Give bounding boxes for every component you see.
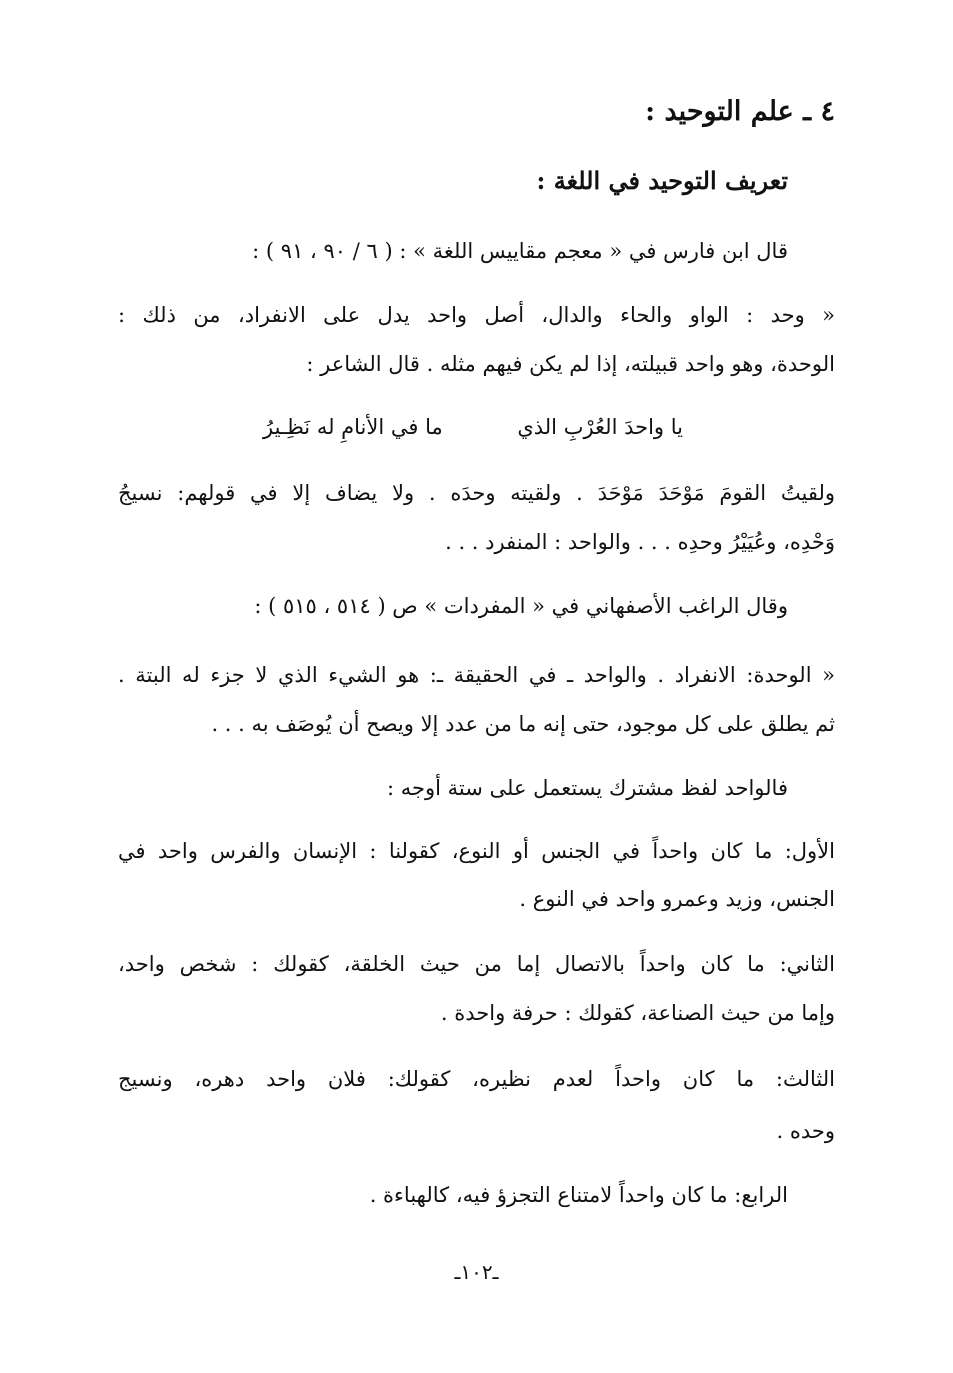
meaning-fourth: الرابع: ما كان واحداً لامتناع التجزؤ فيه، كالهباءة . [369, 1183, 788, 1207]
quote-ibn-faris-cont-line-1: ولقيتُ القومَ مَوْحَدَ مَوْحَدَ . ولقيته وحدَه . ولا يضاف إلا في قولهم: نسيجُ [118, 481, 835, 505]
quote-ibn-faris-line-1: « وحد : الواو والحاء والدال، أصل واحد يدل على الانفراد، من ذلك : [118, 303, 835, 327]
quote-ibn-faris-line-2: الوحدة، وهو واحد قبيلته، إذا لم يكن فيهم مثله . قال الشاعر : [306, 352, 835, 376]
meaning-second-line-2: وإما من حيث الصناعة، كقولك : حرفة واحدة . [440, 1001, 835, 1025]
quote-raghib-line-1: « الوحدة: الانفراد . والواحد ـ في الحقيقة ـ: هو الشيء الذي لا جزء له البتة . [118, 663, 835, 687]
meaning-third-line-2: وحده . [776, 1119, 835, 1143]
meaning-first-line-1: الأول: ما كان واحداً في الجنس أو النوع، كقولنا : الإنسان والفرس واحد في [118, 839, 835, 863]
section-subheading: تعريف التوحيد في اللغة : [536, 166, 788, 195]
six-meanings-lead: فالواحد لفظ مشترك يستعمل على ستة أوجه : [387, 776, 788, 800]
meaning-second-line-1: الثاني: ما كان واحداً بالاتصال إما من حيث الخلقة، كقولك : شخص واحد، [118, 952, 835, 976]
poetry-verse [263, 412, 683, 442]
intro-raghib: وقال الراغب الأصفهاني في « المفردات » ص ( ٥١٤ ، ٥١٥ ) : [254, 594, 788, 618]
meaning-third-line-1: الثالث: ما كان واحداً لعدم نظيره، كقولك: فلان واحد دهره، ونسيج [118, 1067, 835, 1091]
quote-raghib-line-2: ثم يطلق على كل موجود، حتى إنه ما من عدد إلا ويصح أن يُوصَف به . . . [211, 712, 835, 736]
intro-ibn-faris: قال ابن فارس في « معجم مقاييس اللغة » : ( ٦ / ٩٠ ، ٩١ ) : [252, 239, 788, 263]
quote-ibn-faris-cont-line-2: وَحْدِه، وعُيَيْرُ وحدِه . . . والواحد : المنفرد . . . [445, 530, 835, 554]
verse-second-hemistich: ما في الأنامِ له نَظِـيرُ [263, 415, 443, 439]
meaning-first-line-2: الجنس، وزيد وعمرو واحد في النوع . [519, 887, 835, 911]
page-number: ـ١٠٢ـ [454, 1260, 499, 1284]
chapter-heading: ٤ ـ علم التوحيد : [645, 96, 835, 127]
verse-first-hemistich: يا واحدَ العُرْبِ الذي [517, 415, 683, 439]
